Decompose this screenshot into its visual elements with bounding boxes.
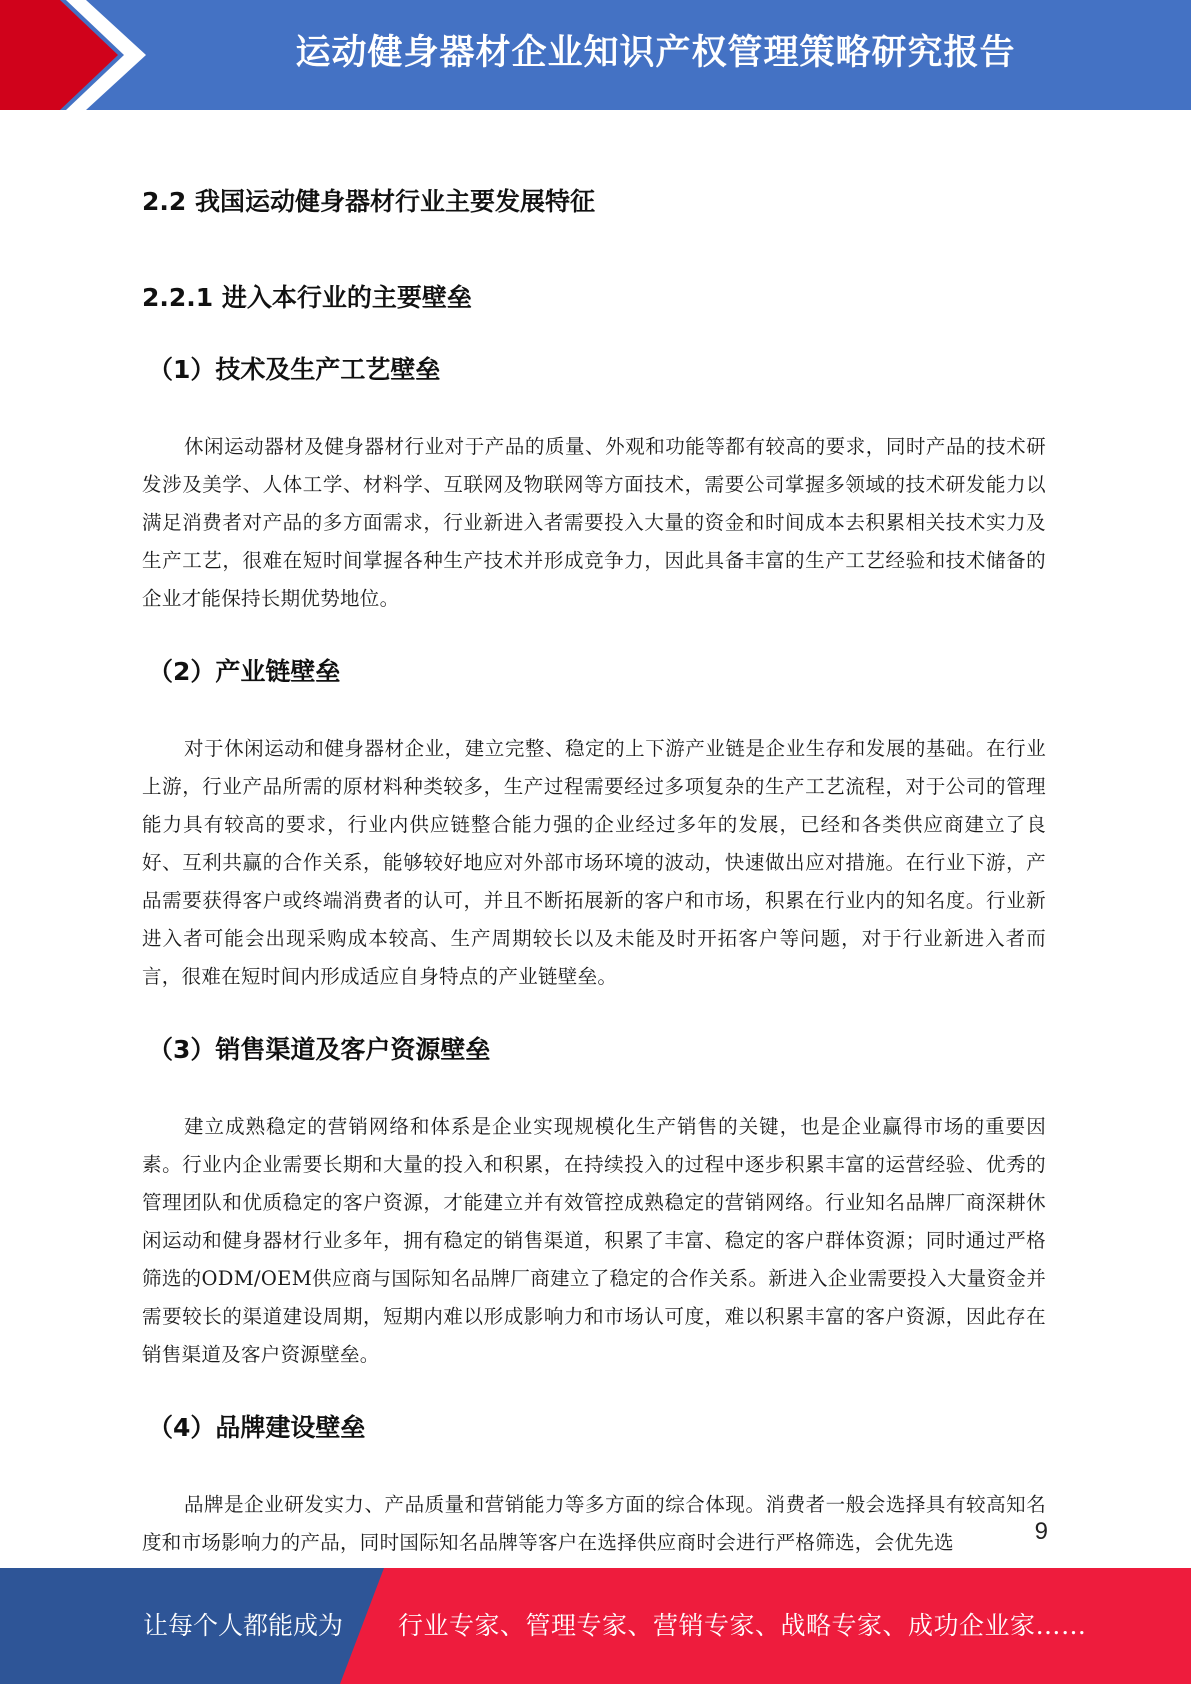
footer-slogan-left: 让每个人都能成为 [143, 1611, 344, 1640]
paragraph-technology: 休闲运动器材及健身器材行业对于产品的质量、外观和功能等都有较高的要求，同时产品的技术研发涉及美学、人体工学、材料学、互联网及物联网等方面技术，需要公司掌握多领域的技术研发能力以满足消费者对产品的多方面需求，行业新进入者需要投入大量的资金和时间成本去积累相关技术实力及生产工艺，很难在短时间掌握各种生产技术并形成竞争力，因此具备丰富的生产工艺经验和技术储备的企业才能保持长期优势地位。 [142, 435, 1046, 610]
paragraph-sales-channel: 建立成熟稳定的营销网络和体系是企业实现规模化生产销售的关键，也是企业赢得市场的重要因素。行业内企业需要长期和大量的投入和积累，在持续投入的过程中逐步积累丰富的运营经验、优秀的管理团队和优质稳定的客户资源，才能建立并有效管控成熟稳定的营销网络。行业知名品牌厂商深耕休闲运动和健身器材行业多年，拥有稳定的销售渠道，积累了丰富、稳定的客户群体资源；同时通过严格筛选的ODM/OEM供应商与国际知名品牌厂商建立了稳定的合作关系。新进入企业需要投入大量资金并需要较长的渠道建设周期，短期内难以形成影响力和市场认可度，难以积累丰富的客户资源，因此存在销售渠道及客户资源壁垒。 [142, 1115, 1046, 1366]
header-band [0, 0, 1191, 110]
section-heading: 2.2 我国运动健身器材行业主要发展特征 [142, 187, 595, 216]
subsection-heading: 2.2.1 进入本行业的主要壁垒 [142, 283, 472, 312]
document-title: 运动健身器材企业知识产权管理策略研究报告 [295, 33, 1016, 73]
page-content [142, 170, 1046, 1562]
item-heading-brand: （4）品牌建设壁垒 [148, 1413, 366, 1442]
footer-slogan-right: 行业专家、管理专家、营销专家、战略专家、成功企业家…… [398, 1611, 1087, 1640]
paragraph-brand: 品牌是企业研发实力、产品质量和营销能力等多方面的综合体现。消费者一般会选择具有较高知名度和市场影响力的产品，同时国际知名品牌等客户在选择供应商时会进行严格筛选，会优先选 [142, 1493, 1046, 1554]
item-heading-industry-chain: （2）产业链壁垒 [148, 657, 341, 686]
page-number: 9 [1034, 1518, 1048, 1545]
item-heading-technology: （1）技术及生产工艺壁垒 [148, 355, 441, 384]
arrow-chevron-icon [0, 0, 160, 110]
item-heading-sales-channel: （3）销售渠道及客户资源壁垒 [148, 1035, 491, 1064]
paragraph-industry-chain: 对于休闲运动和健身器材企业，建立完整、稳定的上下游产业链是企业生存和发展的基础。在行业上游，行业产品所需的原材料种类较多，生产过程需要经过多项复杂的生产工艺流程，对于公司的管理能力具有较高的要求，行业内供应链整合能力强的企业经过多年的发展，已经和各类供应商建立了良好、互利共赢的合作关系，能够较好地应对外部市场环境的波动，快速做出应对措施。在行业下游，产品需要获得客户或终端消费者的认可，并且不断拓展新的客户和市场，积累在行业内的知名度。行业新进入者可能会出现采购成本较高、生产周期较长以及未能及时开拓客户等问题，对于行业新进入者而言，很难在短时间内形成适应自身特点的产业链壁垒。 [142, 737, 1046, 988]
footer-band [0, 1568, 1191, 1684]
